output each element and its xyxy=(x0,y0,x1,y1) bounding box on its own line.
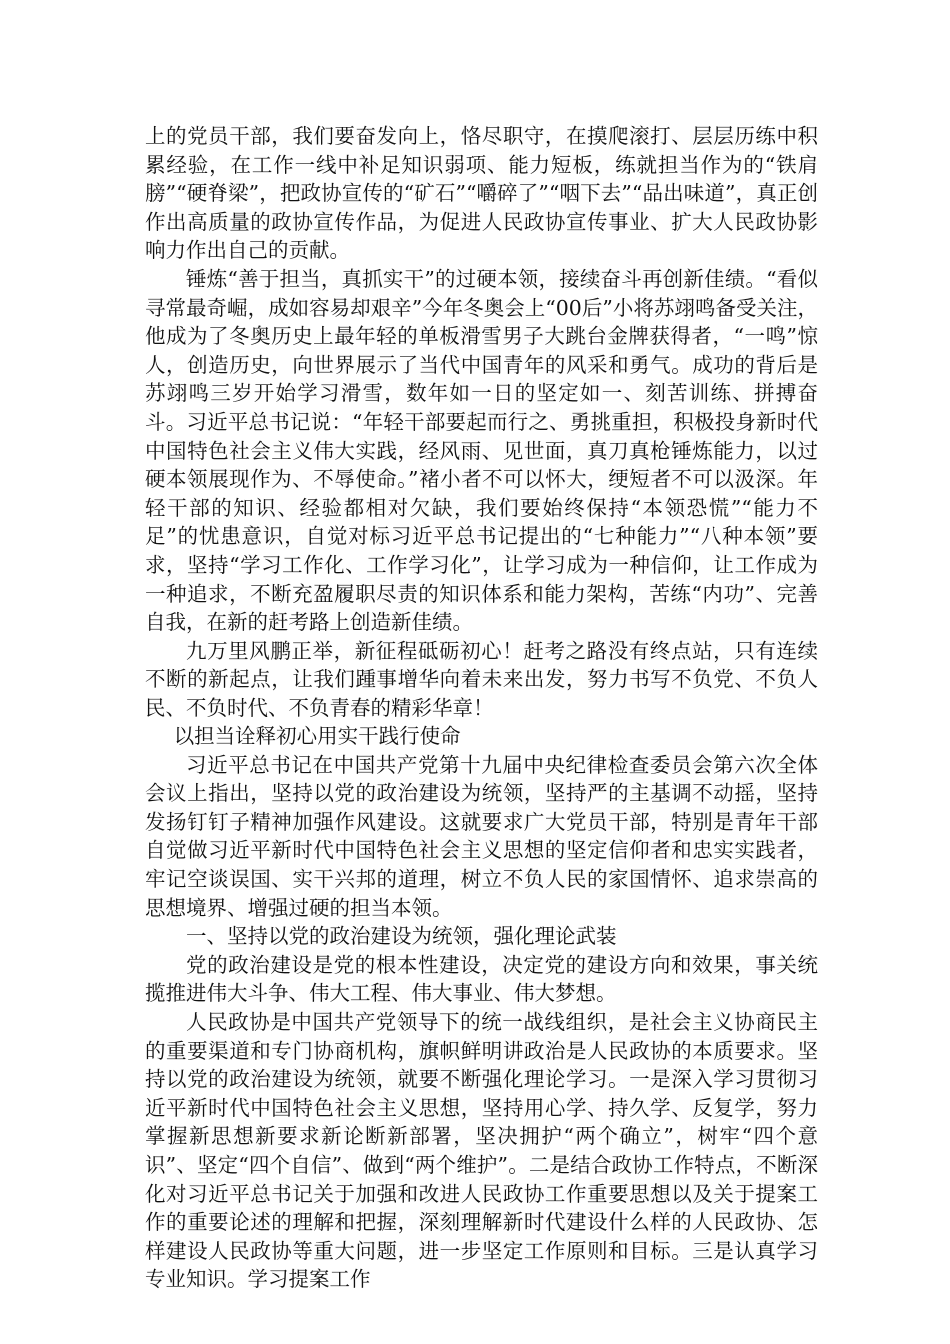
paragraph-temper-skills: 锤炼“善于担当，真抓实干”的过硬本领，接续奋斗再创新佳绩。“看似寻常最奇崛，成如容易却艰辛”今年冬奥会上“00后”小将苏翊鸣备受关注，他成为了冬奥历史上最年轻的单板滑雪男子大跳台金牌获得者，“一鸣”惊人，创造历史，向世界展示了当代中国青年的风采和勇气。成功的背后是苏翊鸣三岁开始学习滑雪，数年如一日的坚定如一、刻苦训练、拼搏奋斗。习近平总书记说：“年轻干部要起而行之、勇挑重担，积极投身新时代中国特色社会主义伟大实践，经风雨、见世面，真刀真枪锤炼能力，以过硬本领展现作为、不辱使命。”褚小者不可以怀大，绠短者不可以汲深。年轻干部的知识、经验都相对欠缺，我们要始终保持“本领恐慌”“能力不足”的忧患意识，自觉对标习近平总书记提出的“七种能力”“八种本领”要求，坚持“学习工作化、工作学习化”，让学习成为一种信仰，让工作成为一种追求，不断充盈履职尽责的知识体系和能力架构，苦练“内功”、完善自我，在新的赶考路上创造新佳绩。 xyxy=(145,266,818,635)
section-title: 以担当诠释初心用实干践行使命 xyxy=(173,724,461,748)
section-one xyxy=(145,122,818,722)
paragraph-intro: 习近平总书记在中国共产党第十九届中央纪律检查委员会第六次全体会议上指出，坚持以党的政治建设为统领，坚持严的主基调不动摇，坚持发扬钉钉子精神加强作风建设。这就要求广大党员干部，特别是青年干部自觉做习近平新时代中国特色社会主义思想的坚定信仰者和忠实实践者，牢记空谈误国、实干兴邦的道理，树立不负人民的家国情怀、追求崇高的思想境界、增强过硬的担当本领。 xyxy=(145,752,818,920)
paragraph-party-building: 党的政治建设是党的根本性建设，决定党的建设方向和效果，事关统揽推进伟大斗争、伟大工程、伟大事业、伟大梦想。 xyxy=(145,952,818,1006)
paragraph-continuation: 上的党员干部，我们要奋发向上，恪尽职守，在摸爬滚打、层层历练中积累经验，在工作一线中补足知识弱项、能力短板，练就担当作为的“铁肩膀”“硬脊梁”，把政协宣传的“矿石”“嚼碎了”“咽下去”“品出味道”，真正创作出高质量的政协宣传作品，为促进人民政协宣传事业、扩大人民政协影响力作出自己的贡献。 xyxy=(145,124,818,263)
paragraph-closing: 九万里风鹏正举，新征程砥砺初心！赶考之路没有终点站，只有连续不断的新起点，让我们踵事增华向着未来出发，努力书写不负党、不负人民、不负时代、不负青春的精彩华章！ xyxy=(145,638,818,720)
subheading-one: 一、坚持以党的政治建设为统领，强化理论武装 xyxy=(186,924,617,949)
section-two xyxy=(145,722,818,1294)
paragraph-cppcc: 人民政协是中国共产党领导下的统一战线组织，是社会主义协商民主的重要渠道和专门协商机构，旗帜鲜明讲政治是人民政协的本质要求。坚持以党的政治建设为统领，就要不断强化理论学习。一是深入学习贯彻习近平新时代中国特色社会主义思想，坚持用心学、持久学、反复学，努力掌握新思想新要求新论断新部署，坚决拥护“两个确立”，树牢“四个意识”、坚定“四个自信”、做到“两个维护”。二是结合政协工作特点，不断深化对习近平总书记关于加强和改进人民政协工作重要思想以及关于提案工作的重要论述的理解和把握，深刻理解新时代建设什么样的人民政协、怎样建设人民政协等重大问题，进一步坚定工作原则和目标。三是认真学习专业知识。学习提案工作 xyxy=(145,1009,818,1292)
